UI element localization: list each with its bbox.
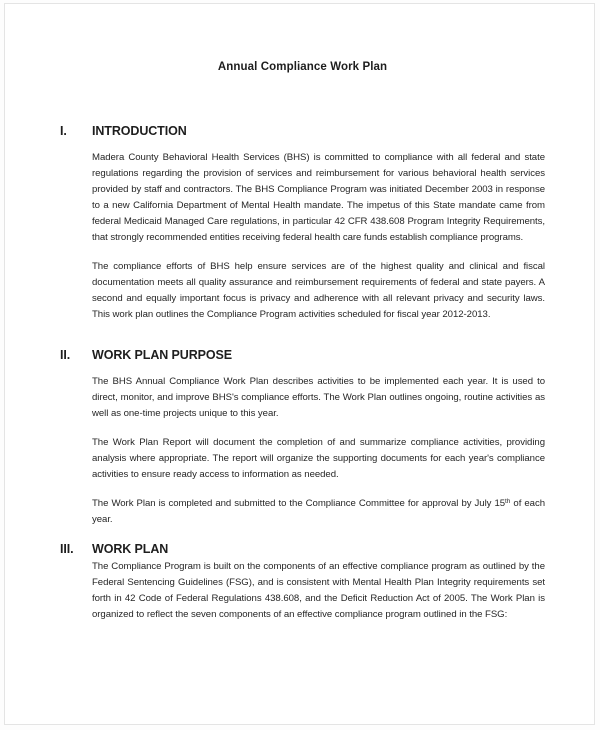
paragraph: The Work Plan Report will document the completion of and summarize compliance activities, providing analysis where appropriate. The report will organize the supporting documents for each year's compliance activities to ensure ready access to information as needed. [92,437,545,480]
section-numeral: II. [60,348,71,362]
section-introduction [60,125,545,323]
paragraph: Madera County Behavioral Health Services (BHS) is committed to compliance with all federal and state regulations regarding the provision of services and reimbursement for various behavioral health services provided by staff and contractors. The BHS Compliance Program was initiated December 2003 in response to a new California Department of Mental Health mandate. The impetus of this State mandate came from federal Medicaid Managed Care regulations, in particular 42 CFR 438.608 Program Integrity Requirements, that strongly recommended entities receiving federal health care funds establish compliance programs. [92,152,545,243]
document-title: Annual Compliance Work Plan [217,61,388,73]
section-heading: INTRODUCTION [92,124,187,138]
section-heading: WORK PLAN PURPOSE [92,348,232,362]
paragraph: The Compliance Program is built on the components of an effective compliance program as outlined by the Federal Sentencing Guidelines (FSG), and is consistent with Mental Health Plan Integrity requirements set forth in 42 Code of Federal Regulations 438.608, and the Deficit Reduction Act of 2005. The Work Plan is organized to reflect the seven components of an effective compliance program outlined in the FSG: [92,561,545,620]
superscript: th [505,498,511,505]
section-heading-row [60,125,545,138]
section-heading-row [60,349,545,362]
section-heading: WORK PLAN [92,542,169,556]
paragraph [92,496,545,528]
section-heading-row [60,543,545,556]
paragraph: The compliance efforts of BHS help ensure services are of the highest quality and clinical and fiscal documentation meets all quality assurance and reimbursement requirements of federal and state payers. A second and equally important focus is privacy and adherence with all relevant privacy and security laws. This work plan outlines the Compliance Program activities scheduled for fiscal year 2012-2013. [92,261,545,320]
section-numeral: I. [60,124,67,138]
section-work-plan [60,543,545,623]
text-run: The Work Plan is completed and submitted to the Compliance Committee for approval by July 15 [92,498,506,509]
section-numeral: III. [60,542,74,556]
text-run: of each year. [92,498,545,525]
document-body [60,125,545,623]
section-work-plan-purpose [60,349,545,528]
paragraph: The BHS Annual Compliance Work Plan describes activities to be implemented each year. It is used to direct, monitor, and improve BHS's compliance efforts. The Work Plan outlines ongoing, routine activities as well as one-time projects unique to this year. [92,376,545,419]
